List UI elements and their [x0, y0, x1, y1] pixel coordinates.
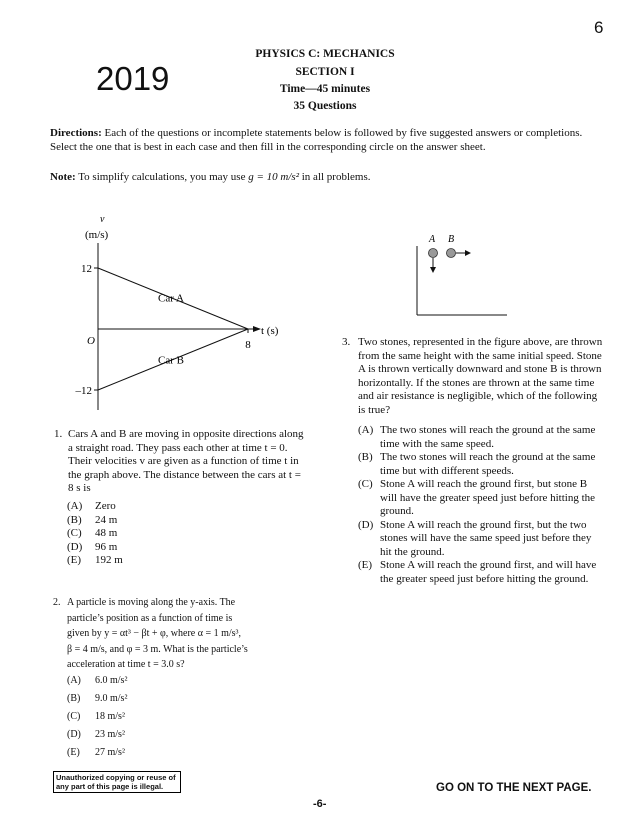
note-text-after: in all problems. — [301, 171, 371, 183]
q1-option-e[interactable]: (E) 192 m — [67, 554, 123, 566]
q3-option-c[interactable]: (C) Stone A will reach the ground first, but stone B will have the greater speed just before hitting the ground. — [358, 478, 596, 517]
go-on-label: GO ON TO THE NEXT PAGE. — [436, 782, 592, 794]
q1-option-b[interactable]: (B) 24 m — [67, 513, 118, 526]
question-1-options — [67, 500, 123, 568]
year-label: 2019 — [96, 60, 170, 97]
directions-text: Each of the questions or incomplete statements below is followed by five suggested answers or completions. Select the one that is best in each case and then fill in the corresponding circle on the answer sheet. — [50, 127, 583, 153]
q1-option-d[interactable]: (D) 96 m — [67, 540, 118, 553]
question-count: 35 Questions — [293, 100, 357, 112]
x-tick-label: 8 — [245, 339, 251, 351]
origin-label: O — [87, 335, 95, 347]
question-2-line-4: β = 4 m/s, and φ = 3 m. What is the particle’s — [67, 643, 248, 655]
stone-b — [447, 249, 456, 258]
q2-option-c[interactable]: (C) 18 m/s² — [67, 711, 125, 722]
q3-option-e[interactable]: (E) Stone A will reach the ground first, and will have the greater speed just before hitting the ground. — [358, 559, 597, 585]
page-number: 6 — [594, 18, 604, 37]
q1-option-c[interactable]: (C) 48 m — [67, 527, 118, 539]
q1-option-a[interactable]: (A) Zero — [67, 500, 116, 512]
car-a-label: Car A — [158, 292, 184, 305]
y-axis-var: v — [100, 214, 105, 225]
note-label: Note: — [50, 171, 76, 183]
question-1-number: 1. — [54, 428, 63, 440]
section-label: SECTION I — [295, 66, 355, 78]
stone-b-label: B — [448, 234, 455, 245]
q2-option-a[interactable]: (A) 6.0 m/s² — [67, 675, 128, 686]
question-3-stem: Two stones, represented in the figure above, are thrown from the same height with the same initial speed. Stone A is thrown vertically downward and stone B is thrown horizontally. If the stones are thrown at the same time and air resistance is negligible, which of the following is true? — [358, 336, 603, 416]
q3-option-a[interactable]: (A) The two stones will reach the ground at the same time with the same speed. — [358, 424, 596, 450]
copyright-notice: Unauthorized copying or reuse of any part of this page is illegal. — [53, 771, 181, 793]
stone-a — [429, 249, 438, 258]
question-3 — [342, 336, 604, 417]
q3-option-b[interactable]: (B) The two stones will reach the ground at the same time but with different speeds. — [358, 451, 596, 477]
stones-figure — [405, 228, 520, 323]
q3-option-d[interactable]: (D) Stone A will reach the ground first, but the two stones will have the same speed just before they hit the ground. — [358, 518, 592, 558]
exam-title: PHYSICS C: MECHANICS — [255, 48, 395, 60]
q2-option-e[interactable]: (E) 27 m/s² — [67, 747, 125, 758]
question-2-line-2: particle’s position as a function of time is — [67, 612, 233, 624]
question-2 — [53, 595, 298, 673]
footer-page-number: -6- — [313, 798, 327, 810]
x-axis-label: t (s) — [261, 325, 279, 337]
directions — [50, 126, 595, 154]
velocity-time-graph — [60, 205, 320, 420]
question-2-number: 2. — [53, 597, 61, 608]
question-2-line-1: A particle is moving along the y-axis. The — [67, 597, 236, 608]
time-label: Time—45 minutes — [279, 83, 371, 95]
question-1-stem: Cars A and B are moving in opposite directions along a straight road. They pass each other at time t = 0. Their velocities v are given as a function of time t in the graph above. The distance between the cars at t = 8 s is — [68, 428, 304, 494]
question-2-line-5: acceleration at time t = 3.0 s? — [67, 659, 185, 670]
car-b-label: Car B — [158, 354, 184, 367]
q2-option-b[interactable]: (B) 9.0 m/s² — [67, 693, 128, 704]
question-2-line-3: given by y = αt³ − βt + φ, where α = 1 m/s³, — [67, 628, 242, 639]
question-1 — [54, 428, 304, 496]
note-formula: g = 10 m/s² — [248, 171, 299, 183]
y-tick-label: 12 — [81, 263, 92, 275]
note — [50, 170, 595, 184]
question-2-options — [67, 672, 127, 762]
y-tick-label: –12 — [75, 385, 92, 397]
question-3-options — [358, 424, 604, 586]
question-3-number: 3. — [342, 336, 351, 348]
stone-a-label: A — [429, 234, 436, 245]
note-text-before: To simplify calculations, you may use — [78, 171, 246, 183]
q2-option-d[interactable]: (D) 23 m/s² — [67, 729, 125, 740]
directions-label: Directions: — [50, 127, 102, 139]
y-axis-unit: (m/s) — [85, 229, 109, 241]
